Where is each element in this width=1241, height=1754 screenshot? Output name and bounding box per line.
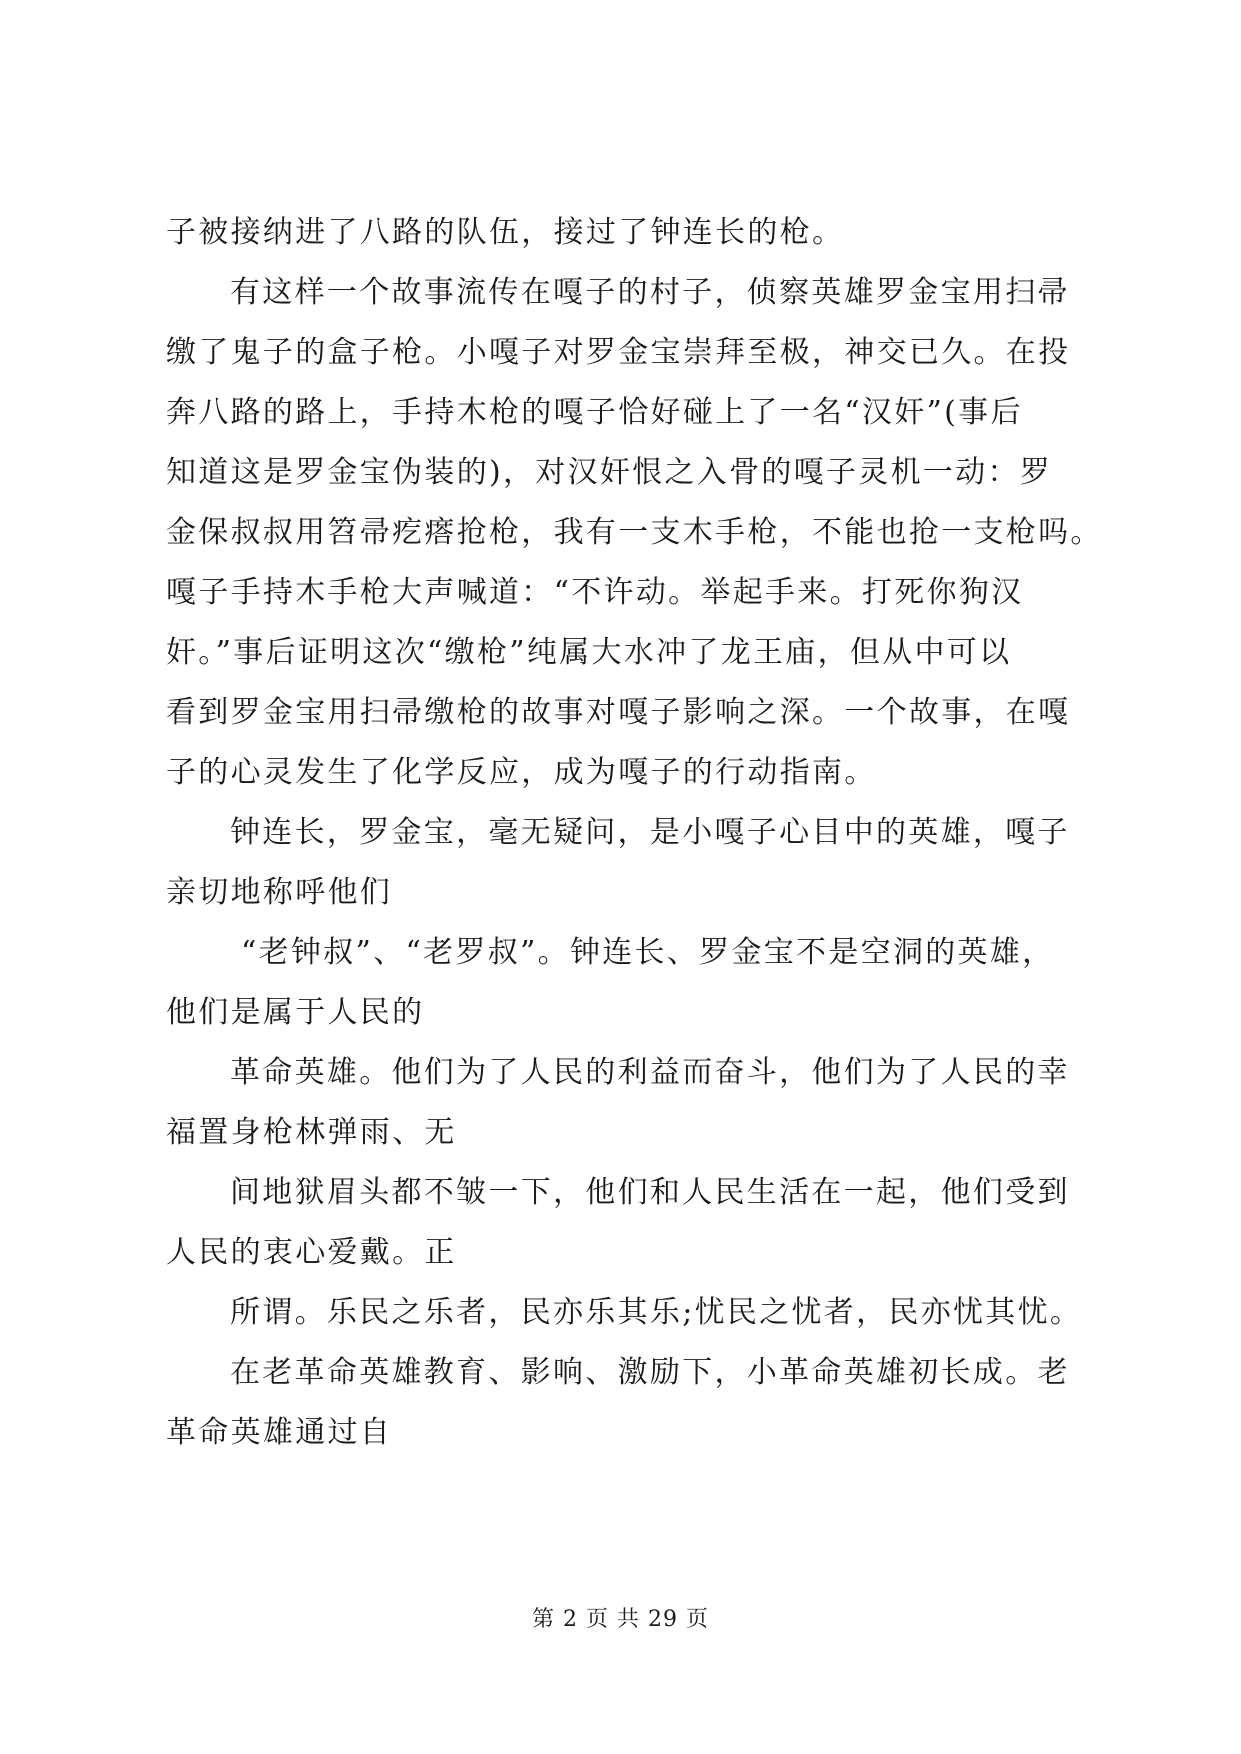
text-line: 知道这是罗金宝伪装的)，对汉奸恨之入骨的嘎子灵机一动：罗	[166, 455, 1053, 490]
text-line: 缴了鬼子的盒子枪。小嘎子对罗金宝崇拜至极，神交已久。在投	[166, 335, 1071, 370]
text-line: 看到罗金宝用扫帚缴枪的故事对嘎子影响之深。一个故事，在嘎	[166, 695, 1071, 730]
text-line: 嘎子手持木手枪大声喊道：“不许动。举起手来。打死你狗汉	[166, 575, 1024, 610]
text-line: 在老革命英雄教育、影响、激励下，小革命英雄初长成。老	[230, 1355, 1070, 1390]
text-line: 钟连长，罗金宝，毫无疑问，是小嘎子心目中的英雄，嘎子	[230, 815, 1070, 850]
text-line: “老钟叔”、“老罗叔”。钟连长、罗金宝不是空洞的英雄，	[241, 935, 1055, 970]
text-line: 有这样一个故事流传在嘎子的村子，侦察英雄罗金宝用扫帚	[230, 275, 1070, 310]
text-line: 奸。”事后证明这次“缴枪”纯属大水冲了龙王庙，但从中可以	[166, 635, 1012, 670]
text-line: 金保叔叔用笤帚疙瘩抢枪，我有一支木手枪，不能也抢一支枪吗。	[166, 515, 1103, 550]
text-line: 所谓。乐民之乐者，民亦乐其乐;忧民之忧者，民亦忧其忧。	[230, 1295, 1083, 1330]
text-line: 间地狱眉头都不皱一下，他们和人民生活在一起，他们受到	[230, 1175, 1070, 1210]
text-line: 子的心灵发生了化学反应，成为嘎子的行动指南。	[166, 755, 877, 790]
text-line: 奔八路的路上，手持木枪的嘎子恰好碰上了一名“汉奸”(事后	[166, 395, 1023, 430]
page-number: 第 2 页 共 29 页	[532, 1607, 709, 1632]
text-line: 他们是属于人民的	[166, 995, 425, 1030]
text-line: 子被接纳进了八路的队伍，接过了钟连长的枪。	[166, 215, 845, 250]
text-line: 人民的衷心爱戴。正	[166, 1235, 457, 1270]
text-line: 革命英雄通过自	[166, 1415, 393, 1450]
text-line: 亲切地称呼他们	[166, 875, 393, 910]
text-line: 福置身枪林弹雨、无	[166, 1115, 457, 1150]
text-line: 革命英雄。他们为了人民的利益而奋斗，他们为了人民的幸	[230, 1055, 1070, 1090]
